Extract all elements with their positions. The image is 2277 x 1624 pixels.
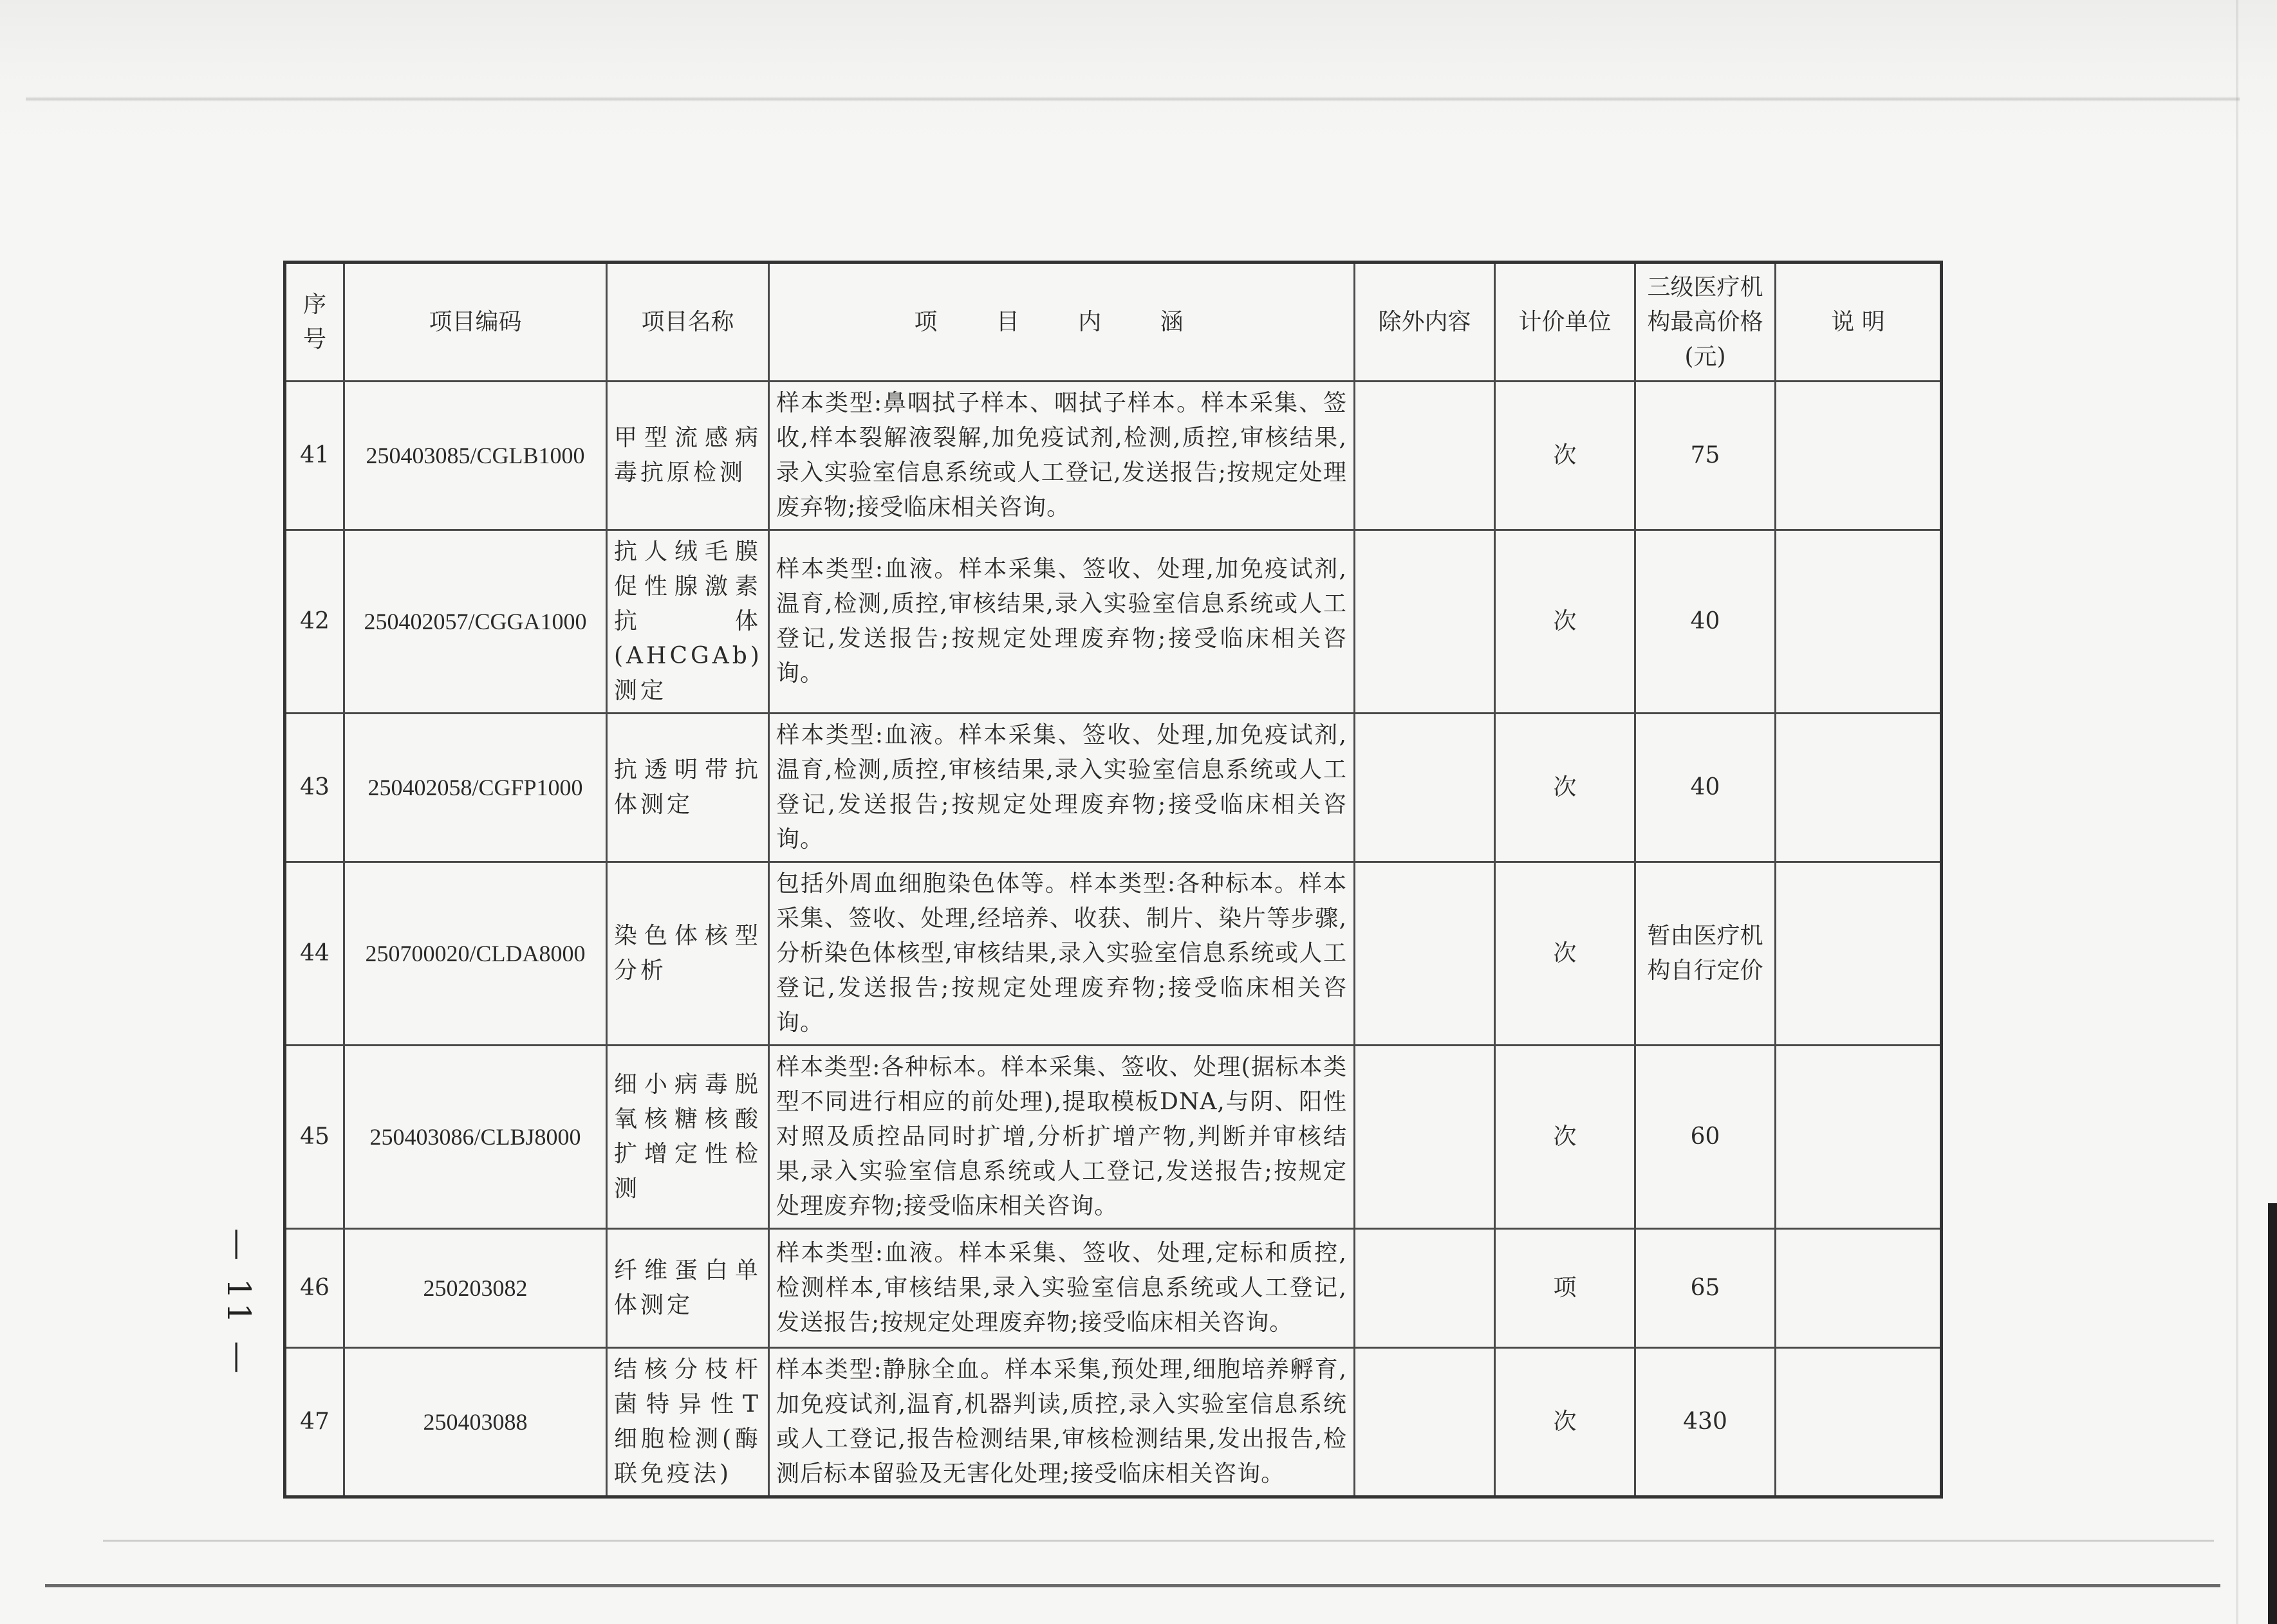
row-note [1776,1348,1942,1497]
row-name: 染色体核型分析 [607,862,769,1046]
row-exclusions [1355,1046,1495,1229]
row-name: 甲型流感病毒抗原检测 [607,382,769,530]
row-code: 250700020/CLDA8000 [344,862,607,1046]
page-edge [2236,0,2238,1624]
row-code: 250403086/CLBJ8000 [344,1046,607,1229]
page-footer-rule [45,1584,2220,1587]
page-number: — 11 — [220,1228,257,1378]
row-exclusions [1355,530,1495,714]
table-row [285,530,1942,714]
row-exclusions [1355,714,1495,862]
row-content: 样本类型:血液。样本采集、签收、处理,定标和质控,检测样本,审核结果,录入实验室信息系统或人工登记,发送报告;按规定处理废弃物;接受临床相关咨询。 [769,1229,1355,1348]
row-code: 250403085/CGLB1000 [344,382,607,530]
table-header-row [285,263,1942,382]
row-note [1776,1046,1942,1229]
row-price: 60 [1635,1046,1776,1229]
row-code: 250203082 [344,1229,607,1348]
row-index: 45 [285,1046,344,1229]
table-row [285,1046,1942,1229]
row-exclusions [1355,1348,1495,1497]
header-exclusions: 除外内容 [1355,263,1495,382]
row-unit: 次 [1495,530,1635,714]
table-row [285,862,1942,1046]
header-price: 三级医疗机构最高价格(元) [1635,263,1776,382]
row-name: 抗人绒毛膜促性腺激素抗体(AHCGAb)测定 [607,530,769,714]
row-unit: 项 [1495,1229,1635,1348]
row-unit: 次 [1495,382,1635,530]
row-index: 47 [285,1348,344,1497]
row-note [1776,862,1942,1046]
row-name: 抗透明带抗体测定 [607,714,769,862]
header-note: 说 明 [1776,263,1942,382]
page-top-shadow [0,0,2277,148]
header-index: 序号 [285,263,344,382]
row-index: 46 [285,1229,344,1348]
row-exclusions [1355,1229,1495,1348]
row-price: 40 [1635,714,1776,862]
row-code: 250402058/CGFP1000 [344,714,607,862]
row-price: 75 [1635,382,1776,530]
row-content: 样本类型:血液。样本采集、签收、处理,加免疫试剂,温育,检测,质控,审核结果,录入实验室信息系统或人工登记,发送报告;按规定处理废弃物;接受临床相关咨询。 [769,714,1355,862]
row-content: 样本类型:鼻咽拭子样本、咽拭子样本。样本采集、签收,样本裂解液裂解,加免疫试剂,检测,质控,审核结果,录入实验室信息系统或人工登记,发送报告;按规定处理废弃物;接受临床相关咨询。 [769,382,1355,530]
row-note [1776,530,1942,714]
row-content: 样本类型:静脉全血。样本采集,预处理,细胞培养孵育,加免疫试剂,温育,机器判读,质控,录入实验室信息系统或人工登记,报告检测结果,审核检测结果,发出报告,检测后标本留验及无害化处理;接受临床相关咨询。 [769,1348,1355,1497]
row-name: 细小病毒脱氧核糖核酸扩增定性检测 [607,1046,769,1229]
header-unit: 计价单位 [1495,263,1635,382]
table-row [285,1229,1942,1348]
row-price: 430 [1635,1348,1776,1497]
row-code: 250403088 [344,1348,607,1497]
row-note [1776,382,1942,530]
page-edge-dark [2268,1203,2277,1624]
row-content: 包括外周血细胞染色体等。样本类型:各种标本。样本采集、签收、处理,经培养、收获、制片、染片等步骤,分析染色体核型,审核结果,录入实验室信息系统或人工登记,发送报告;按规定处理废弃物;接受临床相关咨询。 [769,862,1355,1046]
row-index: 42 [285,530,344,714]
row-name: 纤维蛋白单体测定 [607,1229,769,1348]
header-content: 项 目 内 涵 [769,263,1355,382]
row-exclusions [1355,862,1495,1046]
row-unit: 次 [1495,1348,1635,1497]
header-name: 项目名称 [607,263,769,382]
table-row [285,382,1942,530]
scan-artifact-line [26,97,2240,102]
row-index: 43 [285,714,344,862]
row-unit: 次 [1495,862,1635,1046]
header-code: 项目编码 [344,263,607,382]
row-note [1776,714,1942,862]
row-code: 250402057/CGGA1000 [344,530,607,714]
row-index: 41 [285,382,344,530]
row-unit: 次 [1495,714,1635,862]
table-row [285,714,1942,862]
row-content: 样本类型:血液。样本采集、签收、处理,加免疫试剂,温育,检测,质控,审核结果,录入实验室信息系统或人工登记,发送报告;按规定处理废弃物;接受临床相关咨询。 [769,530,1355,714]
row-index: 44 [285,862,344,1046]
row-note [1776,1229,1942,1348]
row-exclusions [1355,382,1495,530]
row-price: 暂由医疗机构自行定价 [1635,862,1776,1046]
row-name: 结核分枝杆菌特异性T细胞检测(酶联免疫法) [607,1348,769,1497]
row-unit: 次 [1495,1046,1635,1229]
row-price: 40 [1635,530,1776,714]
price-table [283,261,1943,1499]
table-row [285,1348,1942,1497]
scan-artifact-line-bottom [103,1540,2214,1542]
row-price: 65 [1635,1229,1776,1348]
row-content: 样本类型:各种标本。样本采集、签收、处理(据标本类型不同进行相应的前处理),提取模板DNA,与阴、阳性对照及质控品同时扩增,分析扩增产物,判断并审核结果,录入实验室信息系统或人工登记,发送报告;按规定处理废弃物;接受临床相关咨询。 [769,1046,1355,1229]
